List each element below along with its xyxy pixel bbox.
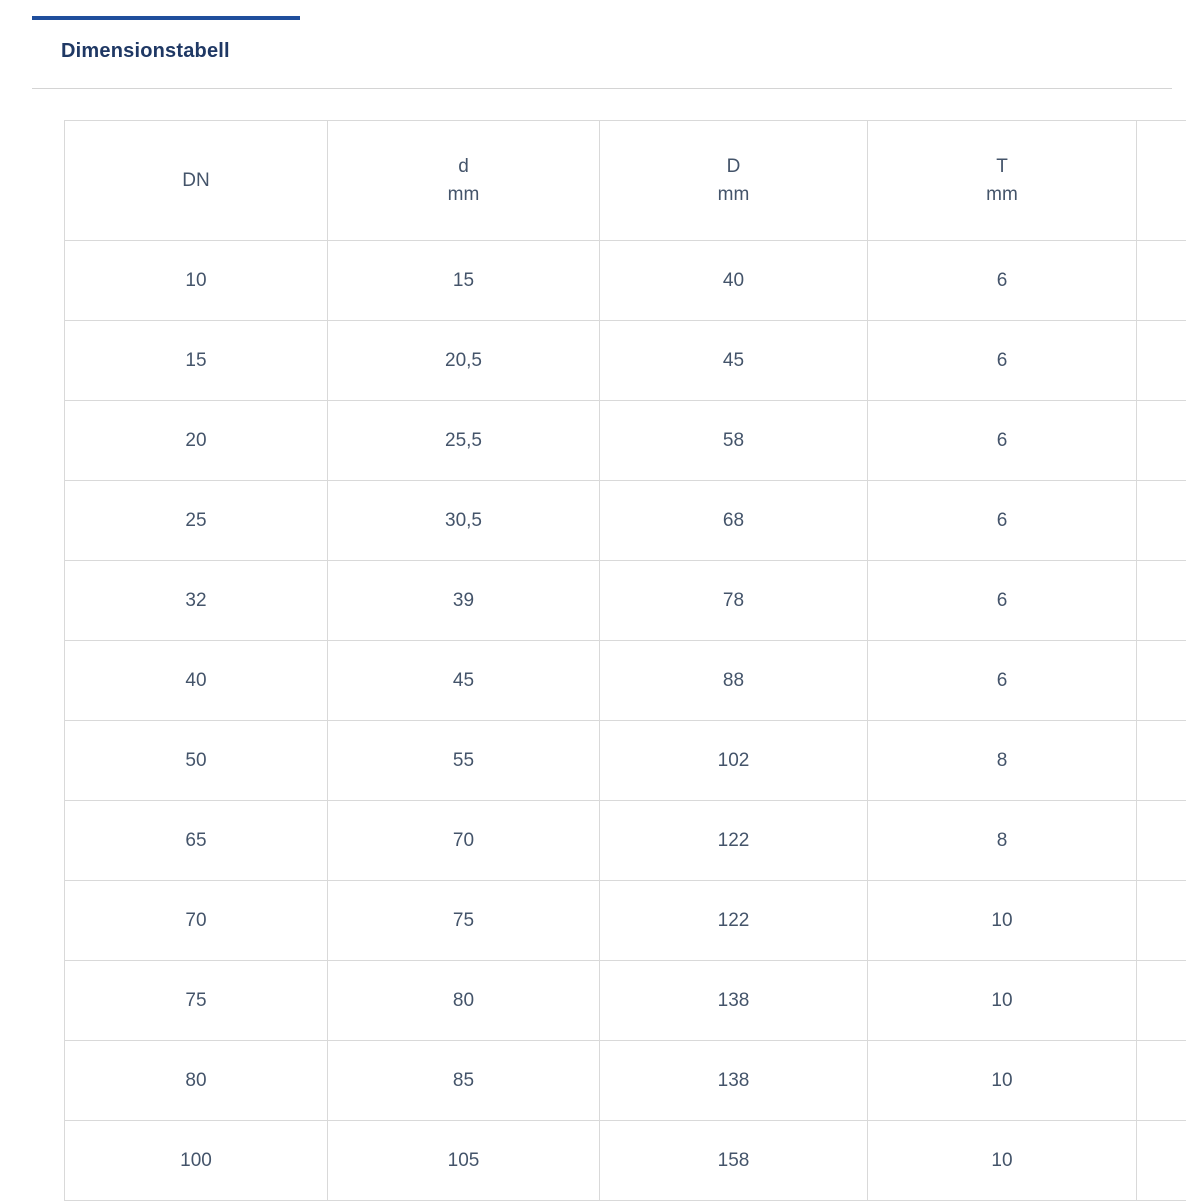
column-header-dcap (600, 121, 868, 241)
cell-extra (1137, 1121, 1186, 1201)
column-header-d-name: d (328, 153, 599, 181)
table-body (65, 241, 1186, 1201)
cell-d: 30,5 (328, 481, 600, 561)
cell-t: 6 (868, 561, 1137, 641)
cell-d: 80 (328, 961, 600, 1041)
cell-t: 8 (868, 801, 1137, 881)
cell-d: 15 (328, 241, 600, 321)
cell-dcap: 122 (600, 881, 868, 961)
cell-dcap: 88 (600, 641, 868, 721)
table-row (65, 321, 1186, 401)
column-header-t-name: T (868, 153, 1136, 181)
accent-bar (32, 16, 300, 20)
cell-t: 8 (868, 721, 1137, 801)
cell-dn: 75 (65, 961, 328, 1041)
cell-dcap: 58 (600, 401, 868, 481)
cell-dn: 10 (65, 241, 328, 321)
cell-dn: 32 (65, 561, 328, 641)
cell-extra (1137, 321, 1186, 401)
cell-d: 25,5 (328, 401, 600, 481)
cell-d: 39 (328, 561, 600, 641)
cell-t: 6 (868, 481, 1137, 561)
cell-extra (1137, 801, 1186, 881)
cell-t: 10 (868, 961, 1137, 1041)
cell-extra (1137, 1041, 1186, 1121)
table-row (65, 801, 1186, 881)
cell-dcap: 45 (600, 321, 868, 401)
table-row (65, 961, 1186, 1041)
cell-d: 85 (328, 1041, 600, 1121)
cell-dn: 15 (65, 321, 328, 401)
cell-dn: 65 (65, 801, 328, 881)
column-header-dcap-name: D (600, 153, 867, 181)
column-header-dn (65, 121, 328, 241)
table-header (65, 121, 1186, 241)
column-header-dn-name: DN (65, 167, 327, 195)
cell-extra (1137, 401, 1186, 481)
column-header-t-unit: mm (868, 181, 1136, 209)
table-row (65, 561, 1186, 641)
cell-dcap: 102 (600, 721, 868, 801)
cell-dcap: 138 (600, 961, 868, 1041)
cell-extra (1137, 721, 1186, 801)
cell-dcap: 78 (600, 561, 868, 641)
cell-d: 105 (328, 1121, 600, 1201)
cell-dn: 20 (65, 401, 328, 481)
cell-dn: 80 (65, 1041, 328, 1121)
cell-dcap: 158 (600, 1121, 868, 1201)
cell-dn: 70 (65, 881, 328, 961)
table-row (65, 1041, 1186, 1121)
title-divider (32, 88, 1172, 89)
cell-t: 6 (868, 241, 1137, 321)
cell-d: 45 (328, 641, 600, 721)
table-row (65, 881, 1186, 961)
cell-dn: 50 (65, 721, 328, 801)
column-header-t (868, 121, 1137, 241)
cell-dn: 40 (65, 641, 328, 721)
cell-extra (1137, 481, 1186, 561)
cell-extra (1137, 561, 1186, 641)
cell-t: 6 (868, 641, 1137, 721)
dimension-table (64, 120, 1186, 1201)
cell-t: 6 (868, 321, 1137, 401)
cell-dcap: 40 (600, 241, 868, 321)
cell-t: 10 (868, 1121, 1137, 1201)
column-header-d-unit: mm (328, 181, 599, 209)
table-row (65, 721, 1186, 801)
column-header-d (328, 121, 600, 241)
cell-extra (1137, 641, 1186, 721)
table-row (65, 1121, 1186, 1201)
cell-dcap: 68 (600, 481, 868, 561)
table-row (65, 241, 1186, 321)
cell-d: 75 (328, 881, 600, 961)
cell-extra (1137, 241, 1186, 321)
cell-dn: 25 (65, 481, 328, 561)
cell-dcap: 122 (600, 801, 868, 881)
cell-t: 6 (868, 401, 1137, 481)
cell-extra (1137, 881, 1186, 961)
cell-t: 10 (868, 1041, 1137, 1121)
table-row (65, 641, 1186, 721)
cell-t: 10 (868, 881, 1137, 961)
page-title: Dimensionstabell (61, 40, 230, 63)
cell-d: 20,5 (328, 321, 600, 401)
cell-d: 55 (328, 721, 600, 801)
cell-dn: 100 (65, 1121, 328, 1201)
table-row (65, 401, 1186, 481)
table-header-row (65, 121, 1186, 241)
table-row (65, 481, 1186, 561)
column-header-dcap-unit: mm (600, 181, 867, 209)
cell-d: 70 (328, 801, 600, 881)
cell-dcap: 138 (600, 1041, 868, 1121)
column-header-extra (1137, 121, 1186, 241)
dimension-table-container (64, 120, 1186, 1201)
cell-extra (1137, 961, 1186, 1041)
